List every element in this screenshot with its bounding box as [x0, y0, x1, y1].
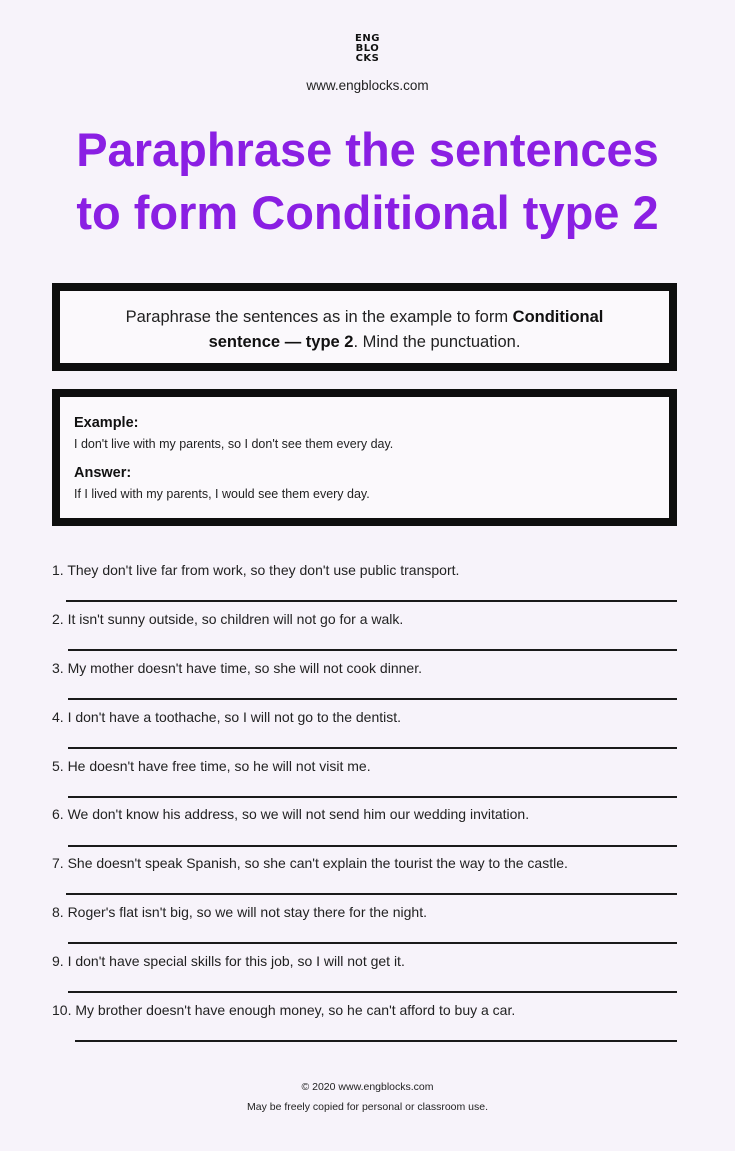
answer-text: If I lived with my parents, I would see them every day. — [74, 487, 370, 501]
answer-line[interactable] — [68, 991, 677, 993]
question-item: 4. I don't have a toothache, so I will not go to the dentist. — [52, 709, 402, 725]
engblocks-logo — [0, 34, 735, 66]
question-item: 5. He doesn't have free time, so he will not visit me. — [52, 758, 371, 774]
question-item: 10. My brother doesn't have enough money, so he can't afford to buy a car. — [52, 1002, 516, 1018]
example-box — [52, 389, 677, 526]
answer-line[interactable] — [66, 893, 677, 895]
answer-line[interactable] — [66, 600, 677, 602]
answer-line[interactable] — [68, 649, 677, 651]
question-item: 1. They don't live far from work, so they don't use public transport. — [52, 562, 460, 578]
site-url: www.engblocks.com — [306, 78, 429, 93]
answer-line[interactable] — [68, 942, 677, 944]
answer-label: Answer: — [74, 465, 132, 481]
answer-line[interactable] — [68, 747, 677, 749]
example-label: Example: — [74, 415, 139, 431]
answer-line[interactable] — [68, 845, 677, 847]
question-item: 8. Roger's flat isn't big, so we will not stay there for the night. — [52, 904, 427, 920]
footer-copyright: © 2020 www.engblocks.com — [301, 1081, 434, 1093]
worksheet-title: Paraphrase the sentences to form Conditional type 2 — [76, 123, 659, 239]
instructions-bold: Conditional sentence — type 2 — [208, 308, 604, 351]
footer-note: May be freely copied for personal or classroom use. — [246, 1101, 489, 1113]
question-item: 3. My mother doesn't have time, so she will not cook dinner. — [52, 660, 422, 676]
logo-mark: ENG BLO CKS — [355, 33, 380, 64]
example-text: I don't live with my parents, so I don't see them every day. — [74, 437, 394, 451]
question-item: 6. We don't know his address, so we will not send him our wedding invitation. — [52, 806, 530, 822]
question-item: 9. I don't have special skills for this job, so I will not get it. — [52, 953, 405, 969]
instructions-box: Paraphrase the sentences as in the example to form Conditional sentence — type 2. Mind the punctuation. — [52, 283, 677, 371]
answer-line[interactable] — [68, 796, 677, 798]
question-item: 7. She doesn't speak Spanish, so she can't explain the tourist the way to the castle. — [52, 855, 568, 871]
answer-line[interactable] — [68, 698, 677, 700]
question-item: 2. It isn't sunny outside, so children will not go for a walk. — [52, 611, 404, 627]
answer-line[interactable] — [75, 1040, 677, 1042]
